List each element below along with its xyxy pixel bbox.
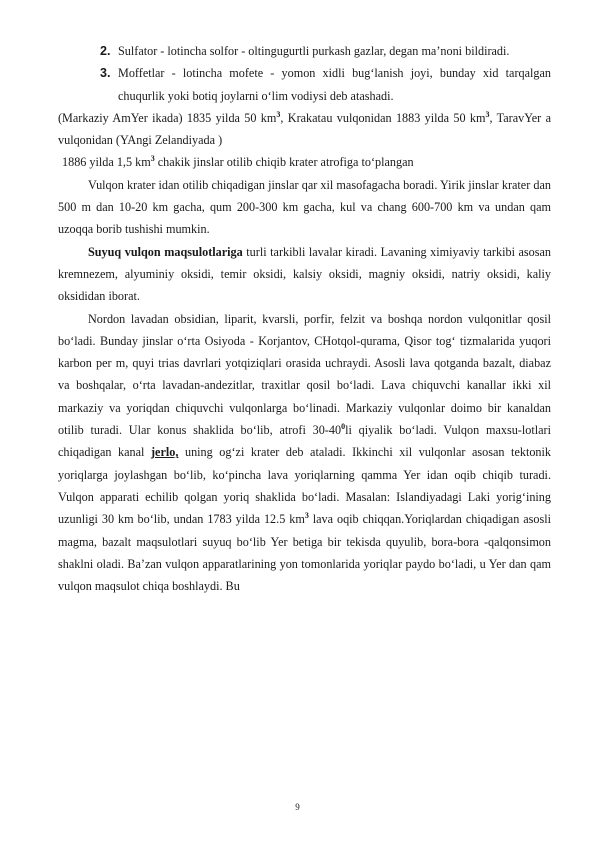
superscript: 3 [485, 109, 490, 119]
text-run: , TaravYer a vulqonidan (YAngi Zelandiyada ) [58, 110, 551, 148]
paragraph-eruptions [58, 107, 551, 152]
paragraph-nordon [58, 308, 551, 598]
bold-term: Suyuq vulqon maqsulotlariga [88, 244, 243, 259]
text-run: uning og‘zi krater deb ataladi. Ikkinchi xil vulqonlar asosan tektonik yoriqlarga joylashgan bo‘lib, ko‘pincha lava yoriqlarning qamma Yer idan oqib chiqib turadi. Vulqon apparati echilib qolgan yoriq shaklida bo‘ladi. Masalan: Islandiyadagi Laki yorig‘ining uzunligi 30 km bo‘lib, undan 1783 yilda 12.5 km [58, 445, 551, 527]
page-number: 9 [295, 802, 300, 812]
list-number: 2. [100, 44, 111, 58]
paragraph-krater: Vulqon krater idan otilib chiqadigan jinslar qar xil masofagacha boradi. Yirik jinslar krater dan 500 m dan 10-20 km gacha, qum 200-300 km gacha, kul va chang 600-700 km va undan qam uzoqqa borib tushishi mumkin. [58, 177, 551, 237]
list-item-3 [88, 62, 551, 107]
term-jerlo: jerlo, [151, 445, 179, 460]
superscript: 0 [341, 421, 346, 431]
text-run: chakik jinslar otilib chiqib krater atrofiga to‘plangan [154, 155, 414, 170]
list-item-text: Sulfator - lotincha solfor - oltingugurtli purkash gazlar, degan ma’noni bildiradi. [118, 44, 510, 58]
superscript: 3 [304, 511, 309, 521]
page-content [58, 40, 551, 597]
list-item-2 [88, 40, 551, 62]
text-run: (Markaziy AmYer ikada) 1835 yilda 50 km [58, 110, 277, 125]
list-number: 3. [100, 66, 111, 81]
paragraph-1886 [62, 151, 551, 173]
text-run: li qiyalik bo‘ladi. Vulqon maxsu-lotlari chiqadigan kanal [58, 423, 551, 460]
text-run: 1886 yilda 1,5 km [62, 155, 151, 170]
list-item-text: Moffetlar - lotincha mofete - yomon xidli bug‘lanish joyi, bunday xid tarqalgan chuqurlik yoki botiq joylarni o‘lim vodiysi deb atashadi. [118, 66, 551, 103]
text-run: turli tarkibli lavalar kiradi. Lavaning ximiyaviy tarkibi asosan kremnezem, alyuminiy oksidi, temir oksidi, kalsiy oksidi, magniy oksidi, natriy oksidi, kaliy oksididan iborat. [58, 244, 551, 304]
paragraph-suyuq [58, 241, 551, 308]
text-run: , Krakatau vulqonidan 1883 yilda 50 km [280, 110, 486, 125]
text-run: Nordon lavadan obsidian, liparit, kvarsli, porfir, felzit va boshqa nordon vulqonitlar qosil bo‘ladi. Bunday jinslar o‘rta Osiyoda - Korjantov, CHotqol-qurama, Qisor tog‘ tizmalarida yuqori karbon per m, quyi trias davrlari yotqiziqlari orasida uchraydi. Asosli lava qotganda bazalt, diabaz va boshqalar, o‘rta lavadan-andezitlar, traxitlar qosil bo‘ladi. Lava chiquvchi kanallar ikki xil markaziy va yoriqdan chiquvchi vulqonlarga bo‘linadi. Markaziy vulqonlar doimo bir kanaldan otilib turadi. Ular konus shaklida bo‘lib, atrofi 30-40 [58, 311, 551, 438]
superscript: 3 [276, 109, 281, 119]
superscript: 3 [150, 154, 155, 164]
text-run: lava oqib chiqqan.Yoriqlardan chiqadigan asosli magma, bazalt maqsulotlari suyuq bo‘lib Yer betiga bir tekisda quyulib, bora-bora -qalqonsimon shaklni oladi. Ba’zan vulqon apparatlarining yon tomonlarida yoriqlar paydo bo‘ladi, u Yer dan qam vulqon maqsulot chiqa boshlaydi. Bu [58, 512, 551, 594]
